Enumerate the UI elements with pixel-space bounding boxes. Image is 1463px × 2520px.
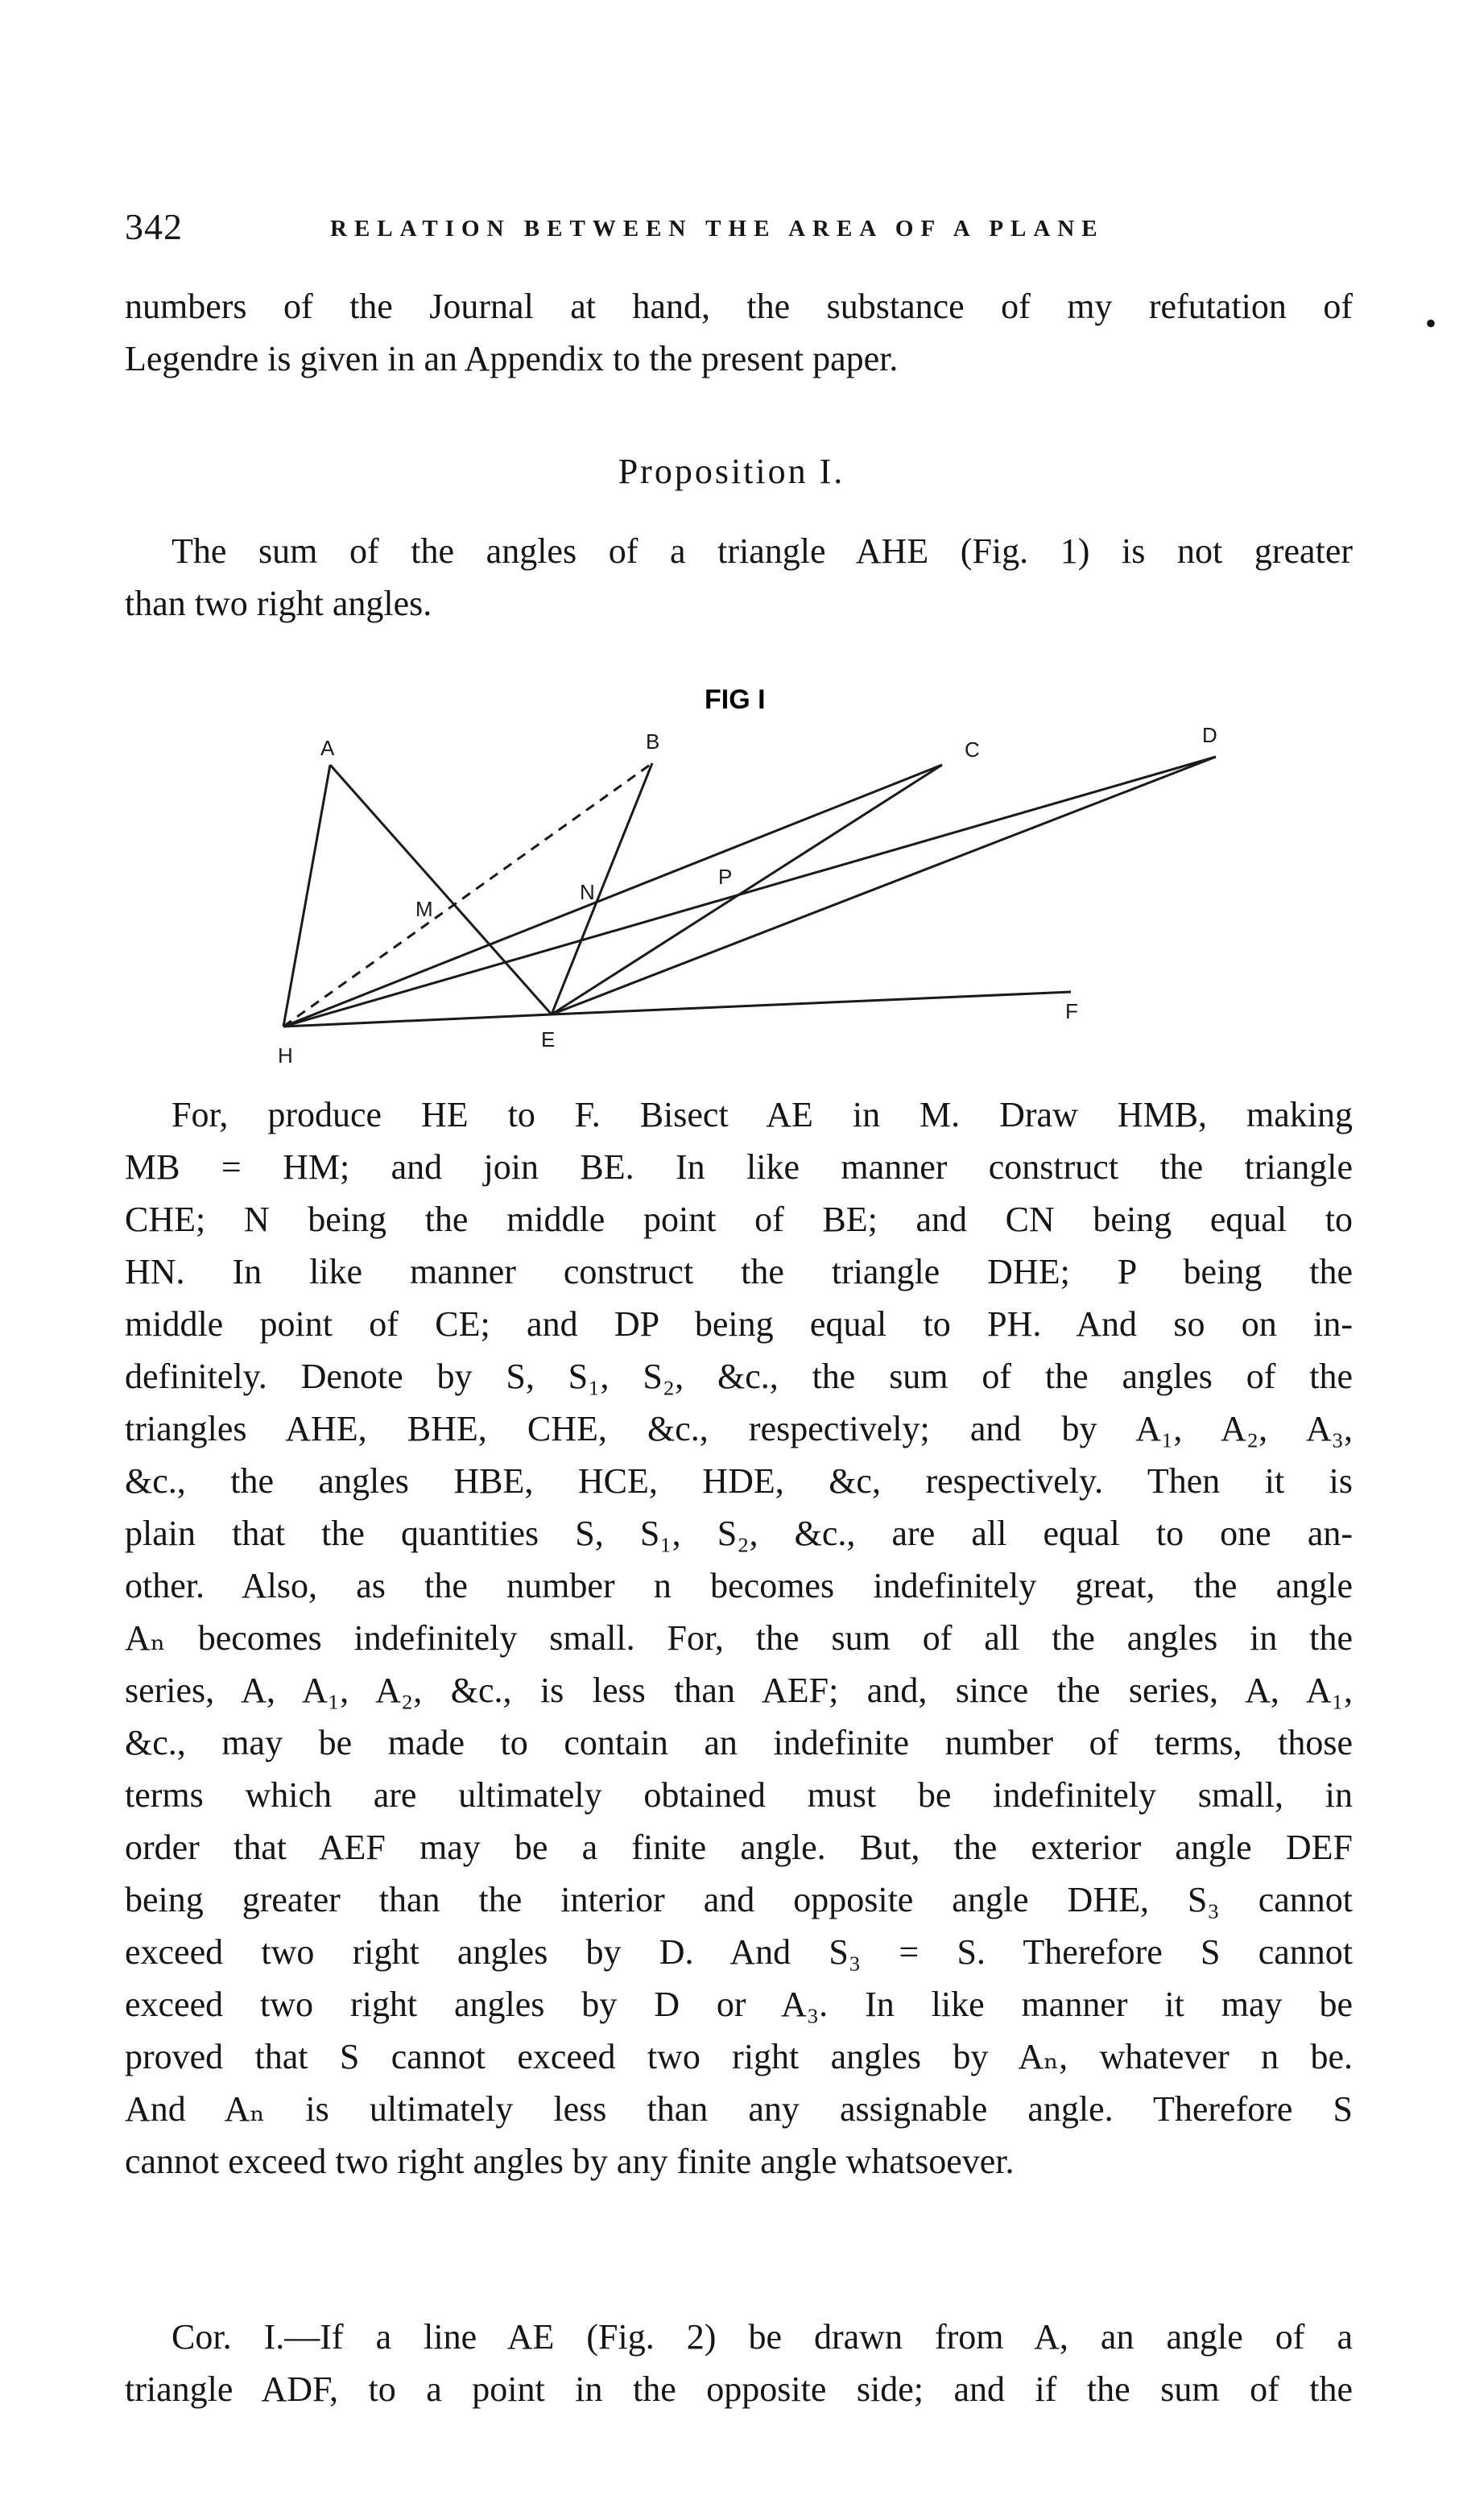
text-line: triangles AHE, BHE, CHE, &c., respectively; and by A₁, A₂, A₃, [125, 1409, 1353, 1448]
text-line: other. Also, as the number n becomes indefinitely great, the angle [125, 1566, 1353, 1605]
label-C: C [965, 737, 980, 762]
line-HA [283, 765, 330, 1027]
proposition-statement [125, 525, 1353, 630]
corollary-paragraph [125, 2311, 1353, 2415]
label-E: E [541, 1027, 556, 1051]
line-EF [552, 992, 1071, 1014]
text-line: plain that the quantities S, S₁, S₂, &c., are all equal to one an- [125, 1514, 1353, 1553]
line-AE [330, 765, 552, 1014]
line-HD [283, 757, 1216, 1027]
line-HE [283, 1014, 552, 1027]
label-A: A [320, 736, 335, 760]
figure-lines [283, 757, 1216, 1027]
text-line: HN. In like manner construct the triangle DHE; P being the [125, 1252, 1353, 1291]
figure-1 [266, 668, 1232, 1087]
line-BE [552, 763, 652, 1014]
text-line: MB = HM; and join BE. In like manner construct the triangle [125, 1147, 1353, 1187]
text-line: order that AEF may be a finite angle. But, the exterior angle DEF [125, 1828, 1353, 1867]
text-line: cannot exceed two right angles by any finite angle whatsoever. [125, 2142, 1015, 2181]
line-DE [552, 757, 1216, 1014]
text-line: being greater than the interior and opposite angle DHE, S₃ cannot [125, 1880, 1353, 1919]
label-M: M [415, 897, 433, 921]
text-line: numbers of the Journal at hand, the substance of my refutation of [125, 287, 1353, 326]
text-line: And Aₙ is ultimately less than any assignable angle. Therefore S [125, 2089, 1353, 2129]
text-line: exceed two right angles by D or A₃. In like manner it may be [125, 1985, 1353, 2024]
page-number: 342 [125, 206, 183, 247]
label-B: B [646, 729, 660, 754]
text-line: definitely. Denote by S, S₁, S₂, &c., the sum of the angles of the [125, 1357, 1353, 1396]
running-title: RELATION BETWEEN THE AREA OF A PLANE [330, 216, 1105, 242]
figure-labels [278, 723, 1217, 1068]
label-F: F [1065, 999, 1078, 1023]
label-D: D [1202, 723, 1217, 747]
text-line: series, A, A₁, A₂, &c., is less than AEF; and, since the series, A, A₁, [125, 1671, 1353, 1710]
label-P: P [718, 865, 733, 889]
text-line: triangle ADF, to a point in the opposite side; and if the sum of the [125, 2369, 1353, 2409]
proposition-heading: Proposition I. [618, 452, 845, 491]
label-H: H [278, 1043, 293, 1068]
text-line: than two right angles. [125, 584, 432, 623]
margin-mark: • [1425, 305, 1437, 341]
text-line: The sum of the angles of a triangle AHE (Fig. 1) is not greater [172, 531, 1353, 571]
text-line: Cor. I.—If a line AE (Fig. 2) be drawn from A, an angle of a [172, 2317, 1353, 2357]
text-line: &c., may be made to contain an indefinite number of terms, those [125, 1723, 1353, 1762]
text-line: CHE; N being the middle point of BE; and CN being equal to [125, 1200, 1353, 1239]
proof-paragraph [125, 1089, 1353, 2187]
text-line: Legendre is given in an Appendix to the present paper. [125, 339, 899, 378]
text-line: Aₙ becomes indefinitely small. For, the sum of all the angles in the [125, 1618, 1353, 1658]
label-N: N [580, 880, 595, 904]
text-line: proved that S cannot exceed two right angles by Aₙ, whatever n be. [125, 2037, 1353, 2076]
text-line: exceed two right angles by D. And S₃ = S. Therefore S cannot [125, 1932, 1353, 1972]
figure-title: FIG I [705, 684, 766, 715]
text-line: middle point of CE; and DP being equal to PH. And so on in- [125, 1304, 1353, 1344]
line-CE [552, 765, 942, 1014]
text-line: &c., the angles HBE, HCE, HDE, &c, respectively. Then it is [125, 1461, 1353, 1501]
intro-paragraph [125, 280, 1353, 385]
line-HC [283, 765, 942, 1027]
text-line: terms which are ultimately obtained must be indefinitely small, in [125, 1775, 1353, 1815]
text-line: For, produce HE to F. Bisect AE in M. Draw HMB, making [172, 1095, 1353, 1134]
page-header [125, 205, 1349, 254]
line-HB [283, 763, 652, 1027]
